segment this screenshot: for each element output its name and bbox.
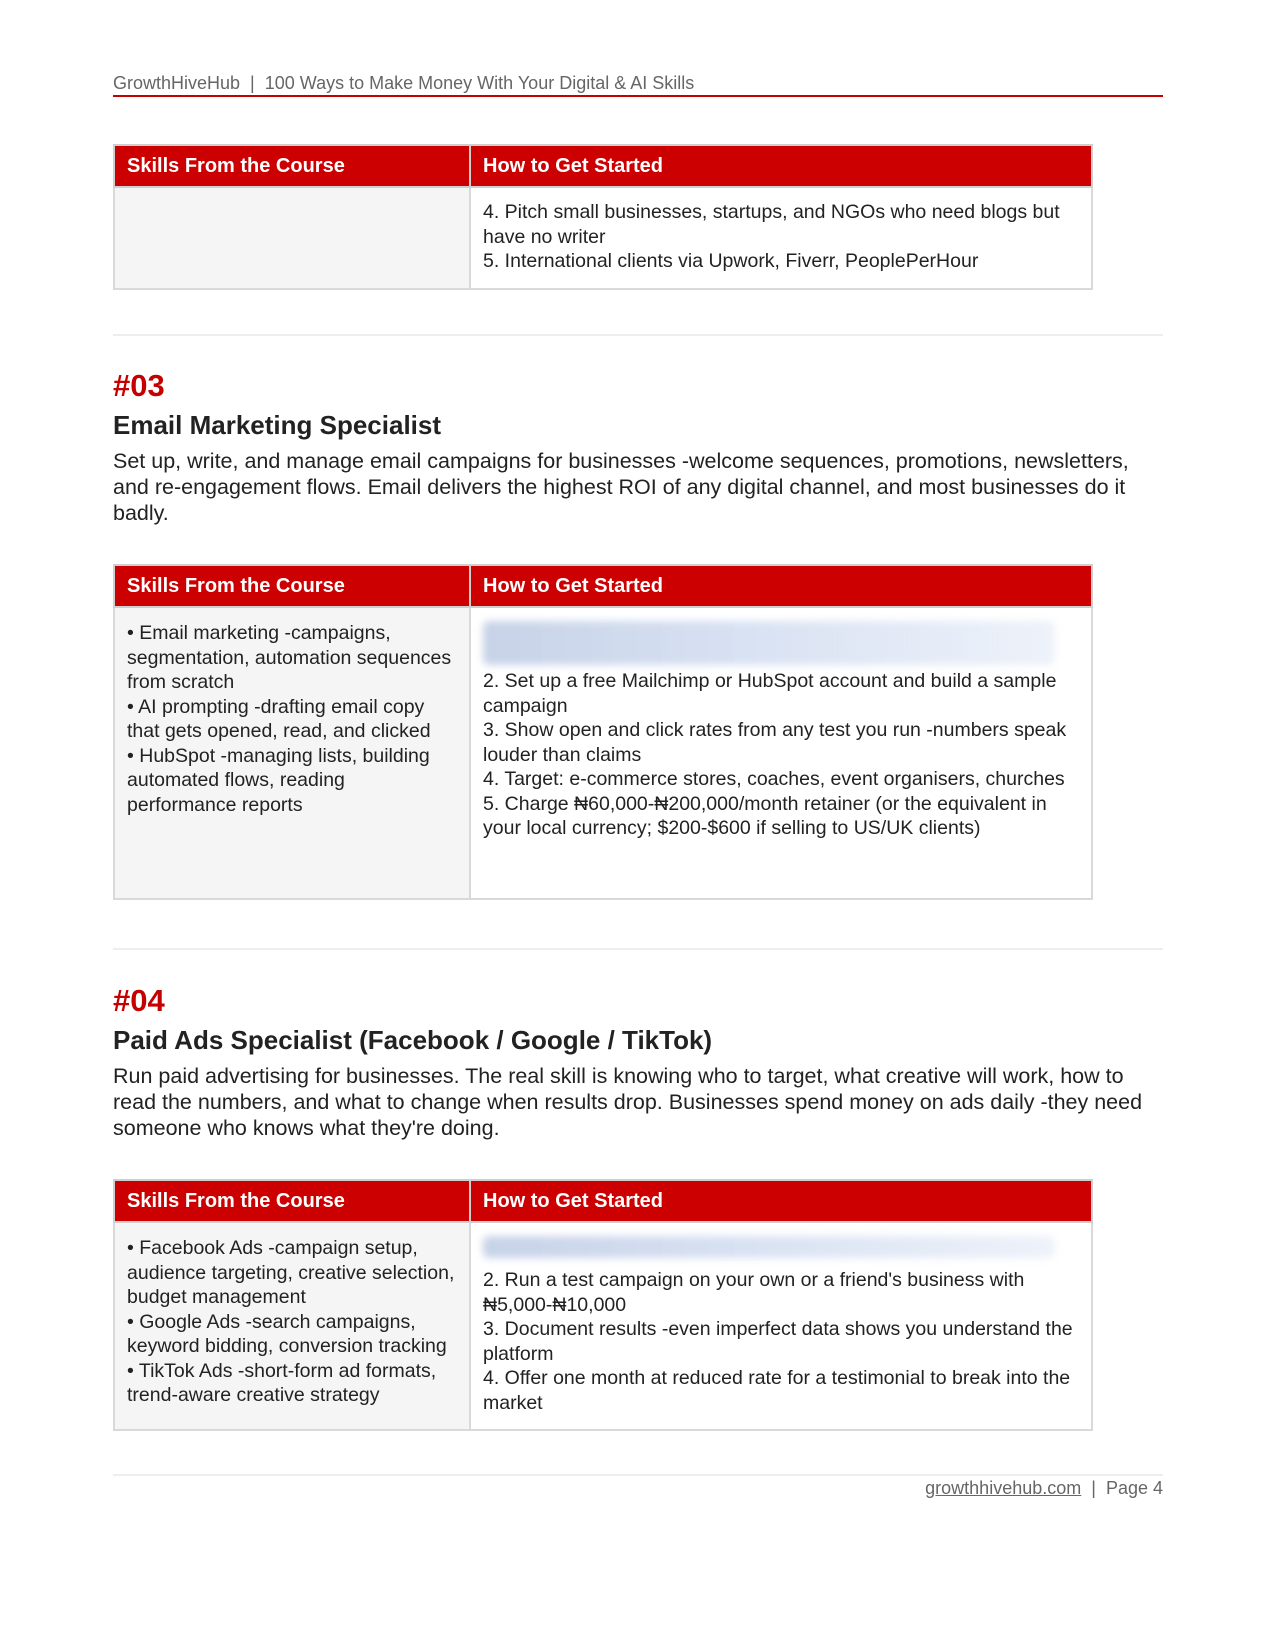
header-brand: GrowthHiveHub xyxy=(113,73,241,93)
page-footer xyxy=(925,1478,1163,1499)
section-title: Email Marketing Specialist xyxy=(113,410,442,440)
page-number: Page 4 xyxy=(1105,1478,1163,1498)
section-number: #03 xyxy=(113,368,165,403)
skill-item: • Email marketing -campaigns, segmentation, automation sequences from scratch xyxy=(127,622,452,693)
step-item: 3. Show open and click rates from any test you run -numbers speak louder than claims xyxy=(483,719,1067,766)
steps-cell xyxy=(470,187,1092,289)
skill-item: • Google Ads -search campaigns, keyword bidding, conversion tracking xyxy=(127,1310,447,1357)
footer-separator: | xyxy=(1091,1478,1096,1498)
header-separator: | xyxy=(250,73,255,93)
section-divider xyxy=(113,334,1163,336)
continued-skills-table xyxy=(113,144,1093,290)
step-item: 2. Run a test campaign on your own or a friend's business with ₦5,000-₦10,000 xyxy=(483,1269,1025,1316)
start-header: How to Get Started xyxy=(470,145,1092,187)
section-number: #04 xyxy=(113,983,165,1018)
footer-site-link[interactable]: growthhivehub.com xyxy=(925,1478,1082,1498)
skills-header: Skills From the Course xyxy=(114,145,470,187)
steps-cell xyxy=(470,1222,1092,1430)
step-item: 4. Offer one month at reduced rate for a testimonial to break into the market xyxy=(483,1367,1071,1414)
skills-header: Skills From the Course xyxy=(114,565,470,607)
blurred-step xyxy=(483,1236,1055,1258)
skill-item: • Facebook Ads -campaign setup, audience targeting, creative selection, budget management xyxy=(127,1237,455,1308)
section-title: Paid Ads Specialist (Facebook / Google / TikTok) xyxy=(113,1025,713,1055)
steps-cell xyxy=(470,607,1092,899)
skill-item: • HubSpot -managing lists, building automated flows, reading performance reports xyxy=(127,744,430,816)
start-header: How to Get Started xyxy=(470,1180,1092,1222)
step-item: 4. Target: e-commerce stores, coaches, event organisers, churches xyxy=(483,768,1065,790)
blurred-step xyxy=(483,621,1055,665)
skills-cell xyxy=(114,187,470,289)
section-description: Run paid advertising for businesses. The real skill is knowing who to target, what creative will work, how to read the numbers, and what to change when results drop. Businesses spend money on ads daily -they need someone who knows what they're doing. xyxy=(113,1064,1143,1140)
skills-cell xyxy=(114,1222,470,1430)
skills-header: Skills From the Course xyxy=(114,1180,470,1222)
step-item: 5. Charge ₦60,000-₦200,000/month retainer (or the equivalent in your local currency; $200-$600 if selling to US/UK clients) xyxy=(483,792,1047,839)
skills-cell xyxy=(114,607,470,899)
step-item: 4. Pitch small businesses, startups, and NGOs who need blogs but have no writer xyxy=(483,201,1060,248)
email-skills-table xyxy=(113,564,1093,900)
start-header: How to Get Started xyxy=(470,565,1092,607)
footer-divider xyxy=(113,1474,1163,1476)
skill-item: • AI prompting -drafting email copy that gets opened, read, and clicked xyxy=(127,695,431,742)
page-header xyxy=(113,73,1163,97)
header-doc-title: 100 Ways to Make Money With Your Digital & AI Skills xyxy=(264,73,695,93)
paid-ads-skills-table xyxy=(113,1179,1093,1431)
step-item: 2. Set up a free Mailchimp or HubSpot account and build a sample campaign xyxy=(483,670,1057,717)
section-divider xyxy=(113,948,1163,950)
step-item: 5. International clients via Upwork, Fiverr, PeoplePerHour xyxy=(483,250,979,272)
skill-item: • TikTok Ads -short-form ad formats, trend-aware creative strategy xyxy=(127,1359,437,1406)
section-description: Set up, write, and manage email campaigns for businesses -welcome sequences, promotions, newsletters, and re-engagement flows. Email delivers the highest ROI of any digital channel, and most businesses do it badly. xyxy=(113,449,1129,525)
step-item: 3. Document results -even imperfect data shows you understand the platform xyxy=(483,1318,1073,1365)
